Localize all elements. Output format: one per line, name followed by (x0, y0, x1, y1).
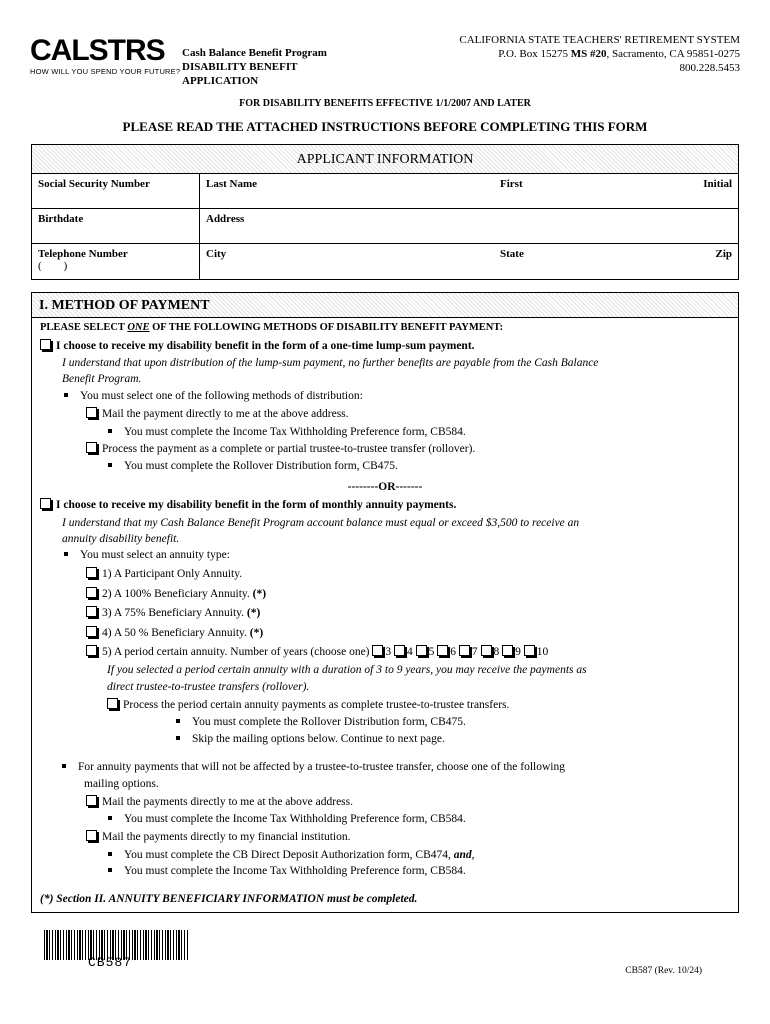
checkbox-icon[interactable] (86, 407, 97, 418)
bullet-item: Skip the mailing options below. Continue to next page. (176, 732, 445, 746)
annuity-note: I understand that my Cash Balance Benefit Program account balance must equal or exceed $3,500 to receive an (62, 517, 580, 529)
checkbox-icon[interactable] (416, 645, 427, 656)
payment-header (32, 293, 738, 318)
mail-payment-option[interactable]: Mail the payment directly to me at the above address. (86, 407, 349, 421)
checkbox-icon[interactable] (459, 645, 470, 656)
checkbox-icon[interactable] (372, 645, 383, 656)
checkbox-icon[interactable] (86, 645, 97, 656)
mail-to-institution-option[interactable]: Mail the payments directly to my financial institution. (86, 830, 350, 844)
bullet-item: You must complete the Income Tax Withholding Preference form, CB584. (108, 812, 466, 826)
checkbox-icon[interactable] (86, 626, 97, 637)
checkbox-icon[interactable] (394, 645, 405, 656)
bullet-icon (108, 816, 112, 820)
bullet-item: You must complete the Rollover Distribution form, CB475. (108, 459, 398, 473)
checkbox-icon[interactable] (86, 830, 97, 841)
program-line: DISABILITY BENEFIT (182, 61, 298, 73)
city-field[interactable]: City (200, 244, 495, 280)
bullet-item: You must complete the Rollover Distribution form, CB475. (176, 715, 466, 729)
bullet-icon (176, 736, 180, 740)
period-transfer-option[interactable]: Process the period certain annuity payments as complete trustee-to-trustee transfers. (107, 698, 509, 712)
annuity-option[interactable]: I choose to receive my disability benefit in the form of monthly annuity payments. (40, 498, 456, 512)
birthdate-field[interactable]: Birthdate (32, 209, 200, 244)
checkbox-icon[interactable] (481, 645, 492, 656)
address-field[interactable]: Address (200, 209, 739, 244)
checkbox-icon[interactable] (86, 795, 97, 806)
period-note: If you selected a period certain annuity with a duration of 3 to 9 years, you may receive the payments as (107, 664, 587, 676)
checkbox-icon[interactable] (86, 606, 97, 617)
logo-tagline: HOW WILL YOU SPEND YOUR FUTURE? (30, 67, 181, 76)
annuity-note: annuity disability benefit. (62, 533, 180, 545)
bullet-icon (176, 719, 180, 723)
state-field[interactable]: State (494, 244, 666, 280)
last-name-field[interactable]: Last Name (200, 174, 495, 209)
program-line: APPLICATION (182, 75, 259, 87)
initial-field[interactable]: Initial (666, 174, 738, 209)
annuity-type-1[interactable]: 1) A Participant Only Annuity. (86, 567, 242, 581)
bullet-item: You must complete the Income Tax Withholding Preference form, CB584. (108, 864, 466, 878)
applicant-header (32, 145, 738, 173)
first-name-field[interactable]: First (494, 174, 666, 209)
program-title (182, 46, 327, 88)
checkbox-icon[interactable] (40, 498, 51, 509)
rollover-option[interactable]: Process the payment as a complete or partial trustee-to-trustee transfer (rollover). (86, 442, 475, 456)
bullet-item: You must complete the CB Direct Deposit Authorization form, CB474, and, (108, 848, 475, 862)
mailing-options-text: mailing options. (84, 778, 159, 790)
program-line: Cash Balance Benefit Program (182, 47, 327, 59)
telephone-field[interactable]: Telephone Number ( ) (32, 244, 200, 280)
bullet-item: For annuity payments that will not be affected by a trustee-to-trustee transfer, choose one of the following (62, 760, 565, 774)
bullet-item: You must complete the Income Tax Withholding Preference form, CB584. (108, 425, 466, 439)
applicant-table (32, 173, 738, 280)
checkbox-icon[interactable] (524, 645, 535, 656)
bullet-icon (64, 393, 68, 397)
bullet-item: You must select one of the following methods of distribution: (64, 389, 363, 403)
barcode-label: CB587 (88, 955, 133, 970)
mail-to-me-option[interactable]: Mail the payments directly to me at the above address. (86, 795, 353, 809)
bullet-icon (108, 868, 112, 872)
checkbox-icon[interactable] (107, 698, 118, 709)
effective-note: FOR DISABILITY BENEFITS EFFECTIVE 1/1/2007 AND LATER (239, 98, 531, 109)
annuity-type-5[interactable]: 5) A period certain annuity. Number of years (choose one) 3 4 5 6 7 8 9 10 (86, 645, 548, 659)
bullet-icon (64, 552, 68, 556)
lump-sum-note: Benefit Program. (62, 373, 142, 385)
annuity-type-4[interactable]: 4) A 50 % Beneficiary Annuity. (*) (86, 626, 263, 640)
read-instructions: PLEASE READ THE ATTACHED INSTRUCTIONS BEFORE COMPLETING THIS FORM (122, 119, 648, 134)
org-contact (459, 33, 740, 75)
lump-sum-option[interactable]: I choose to receive my disability benefit in the form of a one-time lump-sum payment. (40, 339, 475, 353)
annuity-type-3[interactable]: 3) A 75% Beneficiary Annuity. (*) (86, 606, 260, 620)
bullet-icon (108, 463, 112, 467)
applicant-information-section (31, 144, 739, 280)
period-note: direct trustee-to-trustee transfers (rollover). (107, 681, 310, 693)
checkbox-icon[interactable] (40, 339, 51, 350)
checkbox-icon[interactable] (437, 645, 448, 656)
payment-title: I. METHOD OF PAYMENT (39, 298, 210, 313)
annuity-type-2[interactable]: 2) A 100% Beneficiary Annuity. (*) (86, 587, 266, 601)
years-choices: 3 4 5 6 7 8 9 10 (372, 646, 548, 658)
checkbox-icon[interactable] (86, 567, 97, 578)
applicant-title: APPLICANT INFORMATION (296, 152, 474, 167)
ssn-field[interactable]: Social Security Number (32, 174, 200, 209)
org-name: CALIFORNIA STATE TEACHERS' RETIREMENT SYSTEM (459, 34, 740, 46)
form-id: CB587 (Rev. 10/24) (625, 966, 702, 976)
or-separator: --------OR------- (347, 481, 423, 493)
org-address: P.O. Box 15275 MS #20, Sacramento, CA 95851-0275 (498, 48, 740, 60)
checkbox-icon[interactable] (86, 442, 97, 453)
calstrs-logo (30, 36, 180, 76)
logo-text: CALSTRS (30, 34, 165, 67)
section-footnote: (*) Section II. ANNUITY BENEFICIARY INFORMATION must be completed. (40, 893, 418, 905)
bullet-item: You must select an annuity type: (64, 548, 230, 562)
bullet-icon (62, 764, 66, 768)
payment-instruction: PLEASE SELECT ONE OF THE FOLLOWING METHODS OF DISABILITY BENEFIT PAYMENT: (40, 322, 504, 333)
zip-field[interactable]: Zip (666, 244, 738, 280)
checkbox-icon[interactable] (502, 645, 513, 656)
bullet-icon (108, 429, 112, 433)
org-phone: 800.228.5453 (679, 62, 740, 74)
checkbox-icon[interactable] (86, 587, 97, 598)
lump-sum-note: I understand that upon distribution of the lump-sum payment, no further benefits are payable from the Cash Balance (62, 357, 599, 369)
bullet-icon (108, 852, 112, 856)
